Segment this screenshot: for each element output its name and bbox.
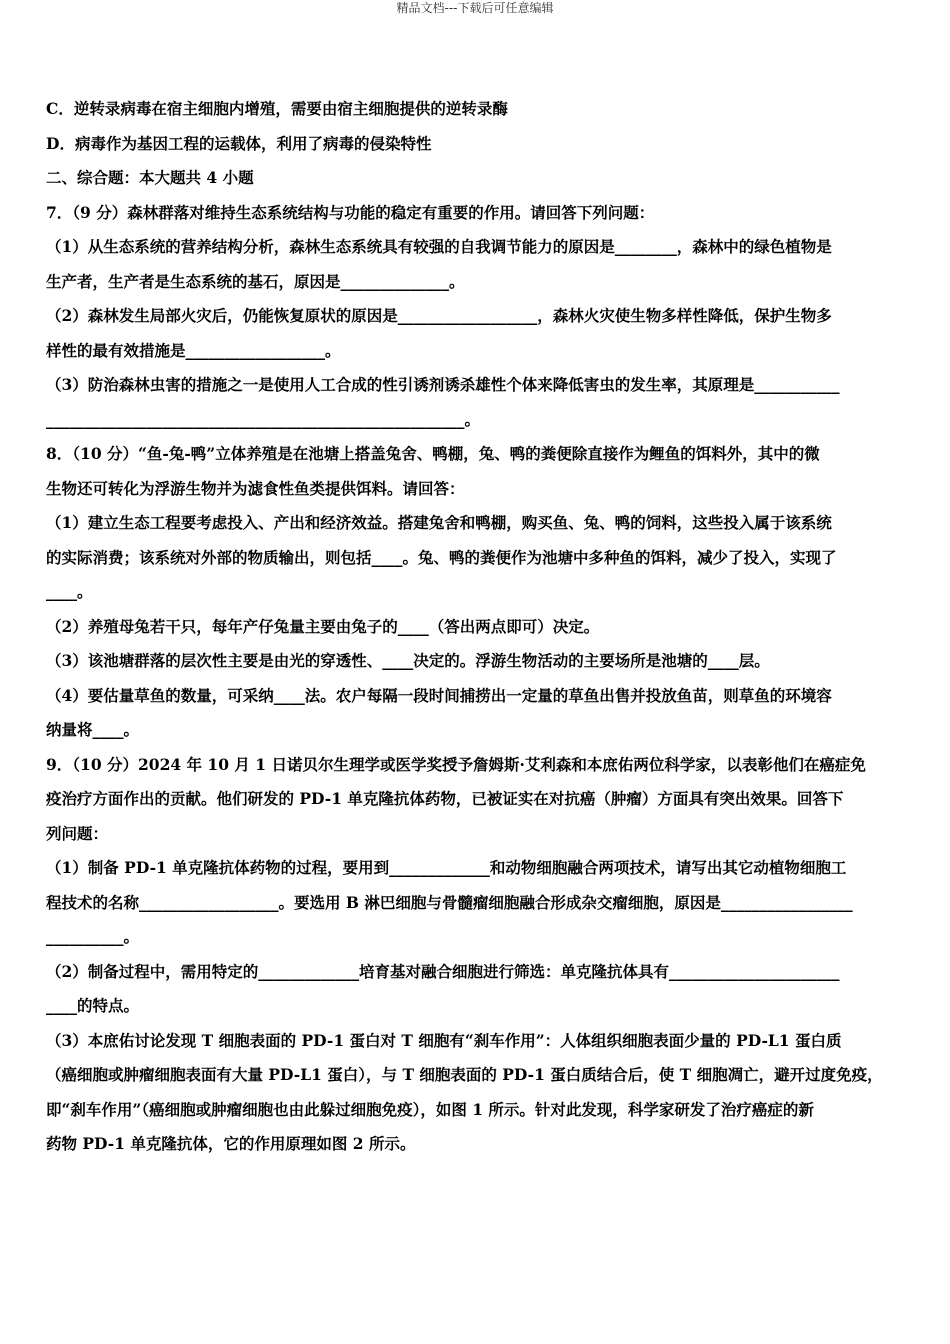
question-8-part-4-cont: 纳量将____。 — [46, 720, 140, 739]
question-9-part-3: （3）本庶佑讨论发现 T 细胞表面的 PD-1 蛋白对 T 细胞有“刹车作用”：人体组织细胞表面少量的 PD-L1 蛋白质 — [46, 1030, 842, 1050]
question-7-part-3: （3）防治森林虫害的措施之一是使用人工合成的性引诱剂诱杀雄性个体来降低害虫的发生率，其原理是___________ — [46, 375, 840, 394]
question-7-part-3-cont: ______________________________________________________。 — [46, 409, 481, 429]
question-7-part-1-cont: 生产者，生产者是生态系统的基石，原因是______________。 — [46, 271, 465, 291]
question-8-part-2: （2）养殖母兔若干只，每年产仔兔量主要由兔子的____（答出两点即可）决定。 — [46, 616, 600, 636]
option-c: C．逆转录病毒在宿主细胞内增殖，需要由宿主细胞提供的逆转录酶 — [46, 99, 508, 118]
question-7-part-2-cont: 样性的最有效措施是__________________。 — [46, 340, 341, 360]
question-9-part-3-end: 药物 PD-1 单克隆抗体，它的作用原理如图 2 所示。 — [46, 1134, 416, 1153]
document-body — [46, 92, 906, 1162]
question-9-part-1-cont: 程技术的名称__________________。要选用 B 淋巴细胞与骨髓瘤细胞融合形成杂交瘤细胞，原因是_________________ — [46, 892, 853, 912]
question-7-part-1: （1）从生态系统的营养结构分析，森林生态系统具有较强的自我调节能力的原因是________，森林中的绿色植物是 — [46, 237, 832, 256]
question-9-part-3-cont-2: 即“刹车作用”（癌细胞或肿瘤细胞也由此躲过细胞免疫），如图 1 所示。针对此发现，科学家研发了治疗癌症的新 — [46, 1099, 814, 1119]
question-8-part-4: （4）要估量草鱼的数量，可采纳____法。农户每隔一段时间捕捞出一定量的草鱼出售并投放鱼苗，则草鱼的环境容 — [46, 685, 832, 705]
question-7-stem: 7．（9 分）森林群落对维持生态系统结构与功能的稳定有重要的作用。请回答下列问题： — [46, 202, 655, 222]
question-8-part-1-cont: 的实际消费；该系统对外部的物质输出，则包括____。兔、鸭的粪便作为池塘中多种鱼的饵料，减少了投入，实现了 — [46, 547, 837, 567]
question-8-stem: 8．（10 分）“鱼-兔-鸭”立体养殖是在池塘上搭盖兔舍、鸭棚，兔、鸭的粪便除直接作为鲤鱼的饵料外，其中的微 — [46, 444, 820, 463]
question-8-part-3: （3）该池塘群落的层次性主要是由光的穿透性、____决定的。浮游生物活动的主要场所是池塘的____层。 — [46, 651, 770, 670]
question-9-part-2: （2）制备过程中，需用特定的_____________培育基对融合细胞进行筛选：单克隆抗体具有______________________ — [46, 961, 840, 981]
question-9-stem-end: 列问题： — [46, 823, 109, 843]
question-8-stem-cont: 生物还可转化为浮游生物并为滤食性鱼类提供饵料。请回答： — [46, 478, 465, 498]
question-7-part-2: （2）森林发生局部火灾后，仍能恢复原状的原因是__________________，森林火灾使生物多样性降低，保护生物多 — [46, 306, 832, 325]
option-d: D．病毒作为基因工程的运载体，利用了病毒的侵染特性 — [46, 133, 432, 153]
question-9-part-1-end: __________。 — [46, 927, 140, 946]
question-9-part-2-cont: ____的特点。 — [46, 996, 140, 1015]
question-9-stem: 9．（10 分）2024 年 10 月 1 日诺贝尔生理学或医学奖授予詹姆斯·艾利森和本庶佑两位科学家，以表彰他们在癌症免 — [46, 754, 866, 774]
question-9-part-1: （1）制备 PD-1 单克隆抗体药物的过程，要用到_____________和动物细胞融合两项技术，请写出其它动植物细胞工 — [46, 858, 847, 877]
question-9-part-3-cont: （癌细胞或肿瘤细胞表面有大量 PD-L1 蛋白），与 T 细胞表面的 PD-1 蛋白质结合后，使 T 细胞凋亡，避开过度免疫， — [46, 1065, 883, 1084]
question-9-stem-cont: 疫治疗方面作出的贡献。他们研发的 PD-1 单克隆抗体药物，已被证实在对抗癌（肿瘤）方面具有突出效果。回答下 — [46, 789, 844, 808]
section-heading: 二、综合题：本大题共 4 小题 — [46, 168, 254, 187]
question-8-part-1-end: ____。 — [46, 582, 93, 601]
question-8-part-1: （1）建立生态工程要考虑投入、产出和经济效益。搭建兔舍和鸭棚，购买鱼、兔、鸭的饲料，这些投入属于该系统 — [46, 513, 832, 532]
page-header-watermark: 精品文档---下载后可任意编辑 — [396, 1, 554, 15]
